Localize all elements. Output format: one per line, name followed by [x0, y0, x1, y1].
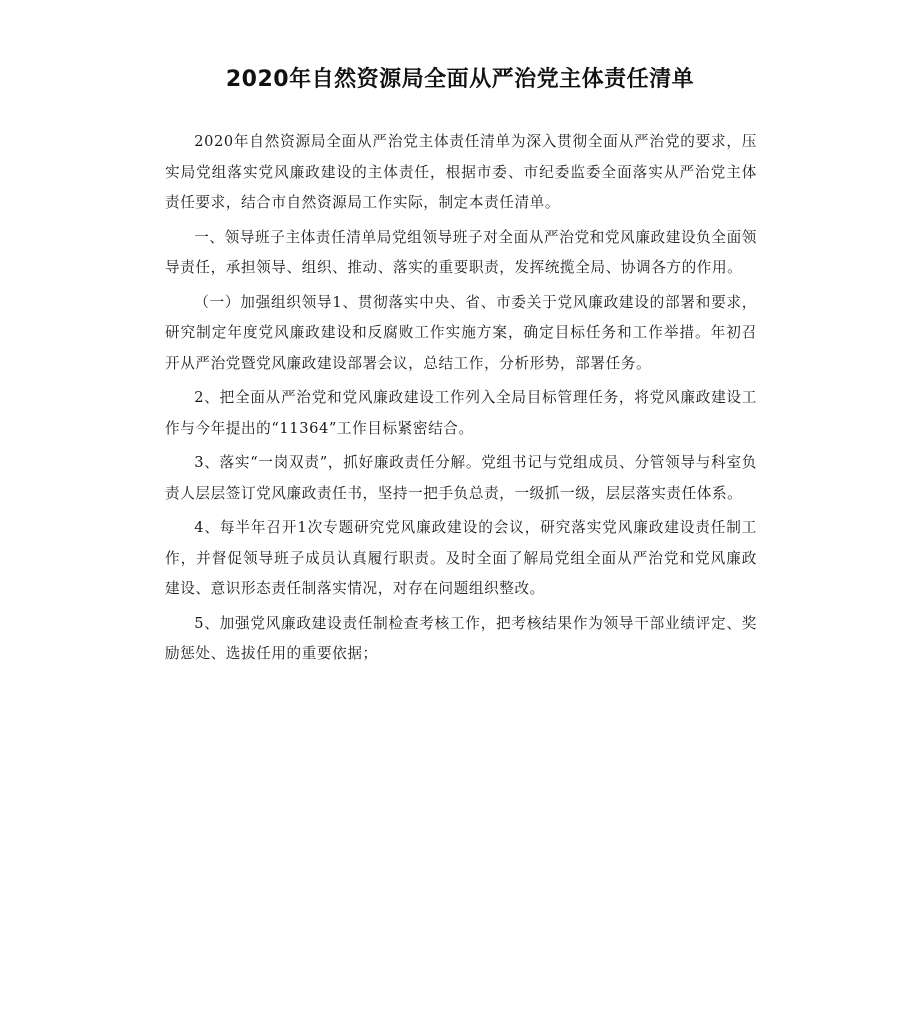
paragraph-intro: 2020年自然资源局全面从严治党主体责任清单为深入贯彻全面从严治党的要求，压实局党组落实党风廉政建设的主体责任，根据市委、市纪委监委全面落实从严治党主体责任要求，结合市自然资源局工作实际，制定本责任清单。 — [165, 133, 757, 211]
document-body — [165, 127, 757, 674]
paragraph-item-5: 5、加强党风廉政建设责任制检查考核工作，把考核结果作为领导干部业绩评定、奖励惩处、选拔任用的重要依据； — [165, 614, 757, 662]
paragraph-item-2: 2、把全面从严治党和党风廉政建设工作列入全局目标管理任务，将党风廉政建设工作与今年提出的“11364”工作目标紧密结合。 — [165, 389, 757, 437]
document-title: 2020年自然资源局全面从严治党主体责任清单 — [225, 67, 695, 92]
paragraph-item-3: 3、落实“一岗双责”，抓好廉政责任分解。党组书记与党组成员、分管领导与科室负责人层层签订党风廉政责任书，坚持一把手负总责，一级抓一级，层层落实责任体系。 — [165, 454, 757, 502]
paragraph-item-4: 4、每半年召开1次专题研究党风廉政建设的会议，研究落实党风廉政建设责任制工作，并督促领导班子成员认真履行职责。及时全面了解局党组全面从严治党和党风廉政建设、意识形态责任制落实情况，对存在问题组织整改。 — [165, 519, 757, 597]
paragraph-section-one: 一、领导班子主体责任清单局党组领导班子对全面从严治党和党风廉政建设负全面领导责任，承担领导、组织、推动、落实的重要职责，发挥统揽全局、协调各方的作用。 — [165, 228, 757, 276]
paragraph-item-1: （一）加强组织领导1、贯彻落实中央、省、市委关于党风廉政建设的部署和要求，研究制定年度党风廉政建设和反腐败工作实施方案，确定目标任务和工作举措。年初召开从严治党暨党风廉政建设部署会议，总结工作，分析形势，部署任务。 — [165, 293, 757, 372]
